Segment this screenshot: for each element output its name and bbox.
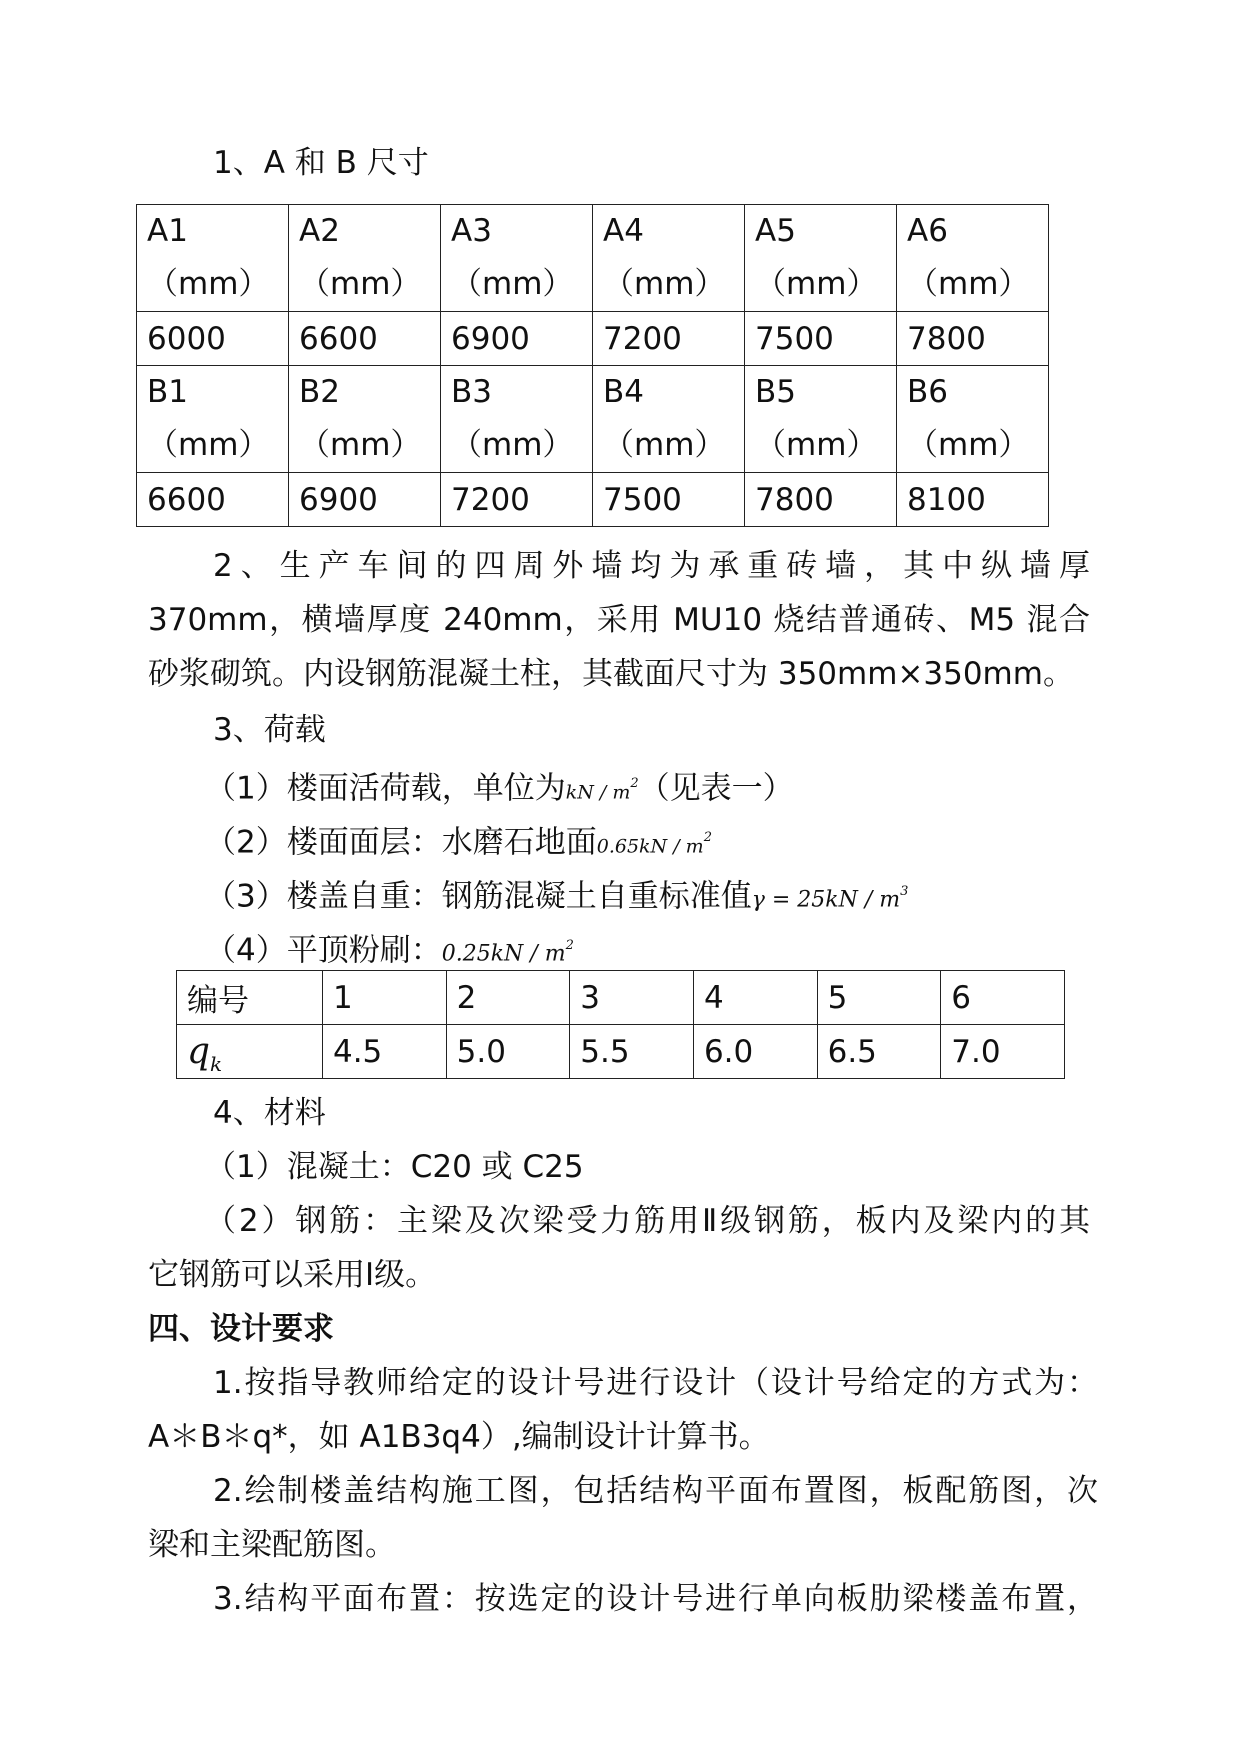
- table-cell: 7200: [441, 473, 593, 527]
- table-cell: 6600: [289, 312, 441, 366]
- load-item-3: （3）楼盖自重：钢筋混凝土自重标准值$\gamma = 25kN / m^3$: [205, 878, 909, 915]
- section2-line2: 370mm，横墙厚度 240mm，采用 MU10 烧结普通砖、M5 混合: [148, 602, 1090, 638]
- table-cell: 7200: [593, 312, 745, 366]
- table-cell: 6000: [137, 312, 289, 366]
- table-cell: B1 （mm）: [137, 366, 289, 473]
- table-cell: 8100: [897, 473, 1049, 527]
- table-cell: A1 （mm）: [137, 205, 289, 312]
- section1-title: 1、A 和 B 尺寸: [213, 145, 429, 181]
- design-p1-line2: A＊B＊q*，如 A1B3q4）,编制设计计算书。: [148, 1419, 770, 1455]
- table-cell: $q_k$: [177, 1025, 323, 1079]
- design-heading: 四、设计要求: [148, 1311, 334, 1347]
- unit-formula: kN / m: [565, 781, 631, 804]
- table-cell: A3 （mm）: [441, 205, 593, 312]
- table-cell: 1: [322, 971, 446, 1025]
- table-row: [137, 312, 1049, 366]
- formula: 0.65kN / m: [596, 835, 704, 858]
- table-cell: 6600: [137, 473, 289, 527]
- formula: γ = 25kN / m: [751, 887, 901, 913]
- load-item-2: （2）楼面面层：水磨石地面$0.65kN / m^2$: [205, 824, 712, 861]
- table-cell: A4 （mm）: [593, 205, 745, 312]
- table-row: [137, 205, 1049, 312]
- load-item-4: （4）平顶粉刷：$0.25kN / m^2$: [205, 932, 574, 969]
- table-cell: B2 （mm）: [289, 366, 441, 473]
- table-cell: 5: [817, 971, 941, 1025]
- section2-line3: 砂浆砌筑。内设钢筋混凝土柱，其截面尺寸为 350mm×350mm。: [148, 656, 1074, 692]
- material-item-2-line2: 它钢筋可以采用Ⅰ级。: [148, 1257, 437, 1293]
- table-cell: 6900: [441, 312, 593, 366]
- table-row: [137, 473, 1049, 527]
- table-cell: 6.0: [693, 1025, 817, 1079]
- design-p3-line1: 3.结构平面布置：按选定的设计号进行单向板肋梁楼盖布置，: [213, 1581, 1098, 1617]
- formula: 0.25kN / m: [441, 941, 566, 967]
- live-load-table: [176, 970, 1065, 1079]
- table-cell: 4.5: [322, 1025, 446, 1079]
- table-cell: 6900: [289, 473, 441, 527]
- table-row: [177, 971, 1065, 1025]
- table-cell: 编号: [177, 971, 323, 1025]
- material-item-2-line1: （2）钢筋：主梁及次梁受力筋用Ⅱ级钢筋，板内及梁内的其: [205, 1203, 1090, 1239]
- ab-dimensions-table: [136, 204, 1049, 527]
- table-cell: 7800: [897, 312, 1049, 366]
- table-cell: B3 （mm）: [441, 366, 593, 473]
- table-cell: B4 （mm）: [593, 366, 745, 473]
- design-p2-line2: 梁和主梁配筋图。: [148, 1527, 396, 1563]
- table-cell: 5.5: [570, 1025, 694, 1079]
- table-cell: 7800: [745, 473, 897, 527]
- table-row: [177, 1025, 1065, 1079]
- material-item-1: （1）混凝土：C20 或 C25: [205, 1149, 584, 1185]
- section3-title: 3、荷载: [213, 712, 326, 748]
- table-cell: A2 （mm）: [289, 205, 441, 312]
- table-cell: 2: [446, 971, 570, 1025]
- table-cell: 7500: [593, 473, 745, 527]
- table-cell: 7.0: [941, 1025, 1065, 1079]
- design-p1-line1: 1.按指导教师给定的设计号进行设计（设计号给定的方式为：: [213, 1365, 1098, 1401]
- table-cell: 4: [693, 971, 817, 1025]
- table-cell: B5 （mm）: [745, 366, 897, 473]
- table-cell: 7500: [745, 312, 897, 366]
- table-cell: B6 （mm）: [897, 366, 1049, 473]
- table-cell: 5.0: [446, 1025, 570, 1079]
- table-cell: 6: [941, 971, 1065, 1025]
- design-p2-line1: 2.绘制楼盖结构施工图，包括结构平面布置图，板配筋图，次: [213, 1473, 1098, 1509]
- table-cell: A6 （mm）: [897, 205, 1049, 312]
- section2-line1: 2、生产车间的四周外墙均为承重砖墙，其中纵墙厚: [213, 548, 1090, 584]
- table-cell: A5 （mm）: [745, 205, 897, 312]
- table-row: [137, 366, 1049, 473]
- table-cell: 6.5: [817, 1025, 941, 1079]
- load-item-1: （1）楼面活荷载，单位为kN / $m^2$（见表一）: [205, 770, 794, 807]
- section4-title: 4、材料: [213, 1095, 326, 1131]
- table-cell: 3: [570, 971, 694, 1025]
